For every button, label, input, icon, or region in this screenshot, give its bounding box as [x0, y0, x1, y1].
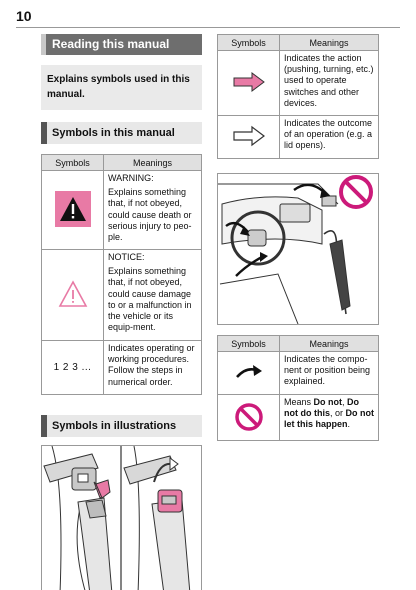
do-not-label: Do not — [313, 397, 343, 407]
meaning-cell — [104, 171, 202, 250]
component-symbols-table — [217, 335, 379, 441]
table-row — [42, 250, 202, 341]
table-row — [218, 395, 379, 441]
right-column — [217, 34, 379, 441]
curved-arrow-icon — [234, 363, 264, 381]
meaning-cell — [280, 352, 379, 395]
symbol-cell — [218, 51, 280, 116]
seatbelt-drawing — [42, 446, 201, 590]
section-title: Reading this manual — [41, 34, 202, 55]
symbol-cell — [42, 250, 104, 341]
action-text: Indicates the action (pushing, turning, etc.) used to operate switches and other devices. — [284, 53, 374, 108]
meaning-cell — [280, 395, 379, 441]
table-row — [218, 352, 379, 395]
table-row — [42, 341, 202, 395]
intro-box: Explains symbols used in this manual. — [41, 65, 202, 110]
col-header-symbols: Symbols — [42, 155, 104, 171]
seatbelt-illustration — [41, 445, 202, 590]
prohibition-text — [284, 397, 374, 431]
symbol-cell — [42, 341, 104, 395]
do-not-do-this-label: Do not do this — [284, 397, 360, 419]
separator: , or — [330, 408, 346, 419]
symbol-cell — [42, 171, 104, 250]
prohibition-icon — [234, 402, 264, 432]
meaning-cell — [280, 51, 379, 116]
top-divider — [16, 27, 400, 28]
table-row — [218, 116, 379, 159]
symbol-cell — [218, 116, 280, 159]
step-numbers-icon: 1 2 3 ... — [53, 362, 92, 373]
symbols-manual-table — [41, 154, 202, 395]
symbol-cell — [218, 395, 280, 441]
separator: , — [342, 397, 348, 407]
car-interior-illustration — [217, 173, 379, 325]
pink-arrow-icon — [232, 71, 266, 93]
heading-symbols-illustrations: Symbols in illustrations — [41, 415, 202, 437]
col-header-symbols: Symbols — [218, 336, 280, 352]
notice-text: Explains something that, if not obeyed, could cause damage to or a malfunction in the vehicle or its equip-ment. — [108, 266, 192, 333]
col-header-meanings: Meanings — [280, 35, 379, 51]
prohibition-text-pre: Means — [284, 397, 314, 407]
meaning-cell — [280, 116, 379, 159]
table-row — [218, 51, 379, 116]
steps-text: Indicates operating or working procedures. Follow the steps in numerical order. — [108, 343, 195, 387]
warning-triangle-icon — [54, 190, 92, 228]
meaning-cell — [104, 341, 202, 395]
period: . — [347, 419, 351, 430]
symbol-cell — [218, 352, 280, 395]
heading-symbols-manual: Symbols in this manual — [41, 122, 202, 144]
warning-title: WARNING: — [108, 173, 154, 183]
col-header-meanings: Meanings — [104, 155, 202, 171]
table-row — [42, 171, 202, 250]
car-interior-drawing — [218, 174, 378, 324]
left-column — [41, 34, 202, 590]
meaning-cell — [104, 250, 202, 341]
action-symbols-table — [217, 34, 379, 159]
warning-text: Explains something that, if not obeyed, could cause death or serious injury to peo-ple. — [108, 187, 192, 243]
outline-arrow-icon — [232, 125, 266, 147]
do-not-let-label: Do not let this happen — [284, 408, 375, 430]
notice-triangle-icon — [58, 280, 88, 308]
col-header-meanings: Meanings — [280, 336, 379, 352]
page-number: 10 — [16, 8, 32, 24]
notice-title: NOTICE: — [108, 252, 145, 262]
col-header-symbols: Symbols — [218, 35, 280, 51]
component-text: Indicates the compo-nent or position being explained. — [284, 354, 371, 387]
outcome-text: Indicates the outcome of an operation (e.g. a lid opens). — [284, 118, 373, 151]
